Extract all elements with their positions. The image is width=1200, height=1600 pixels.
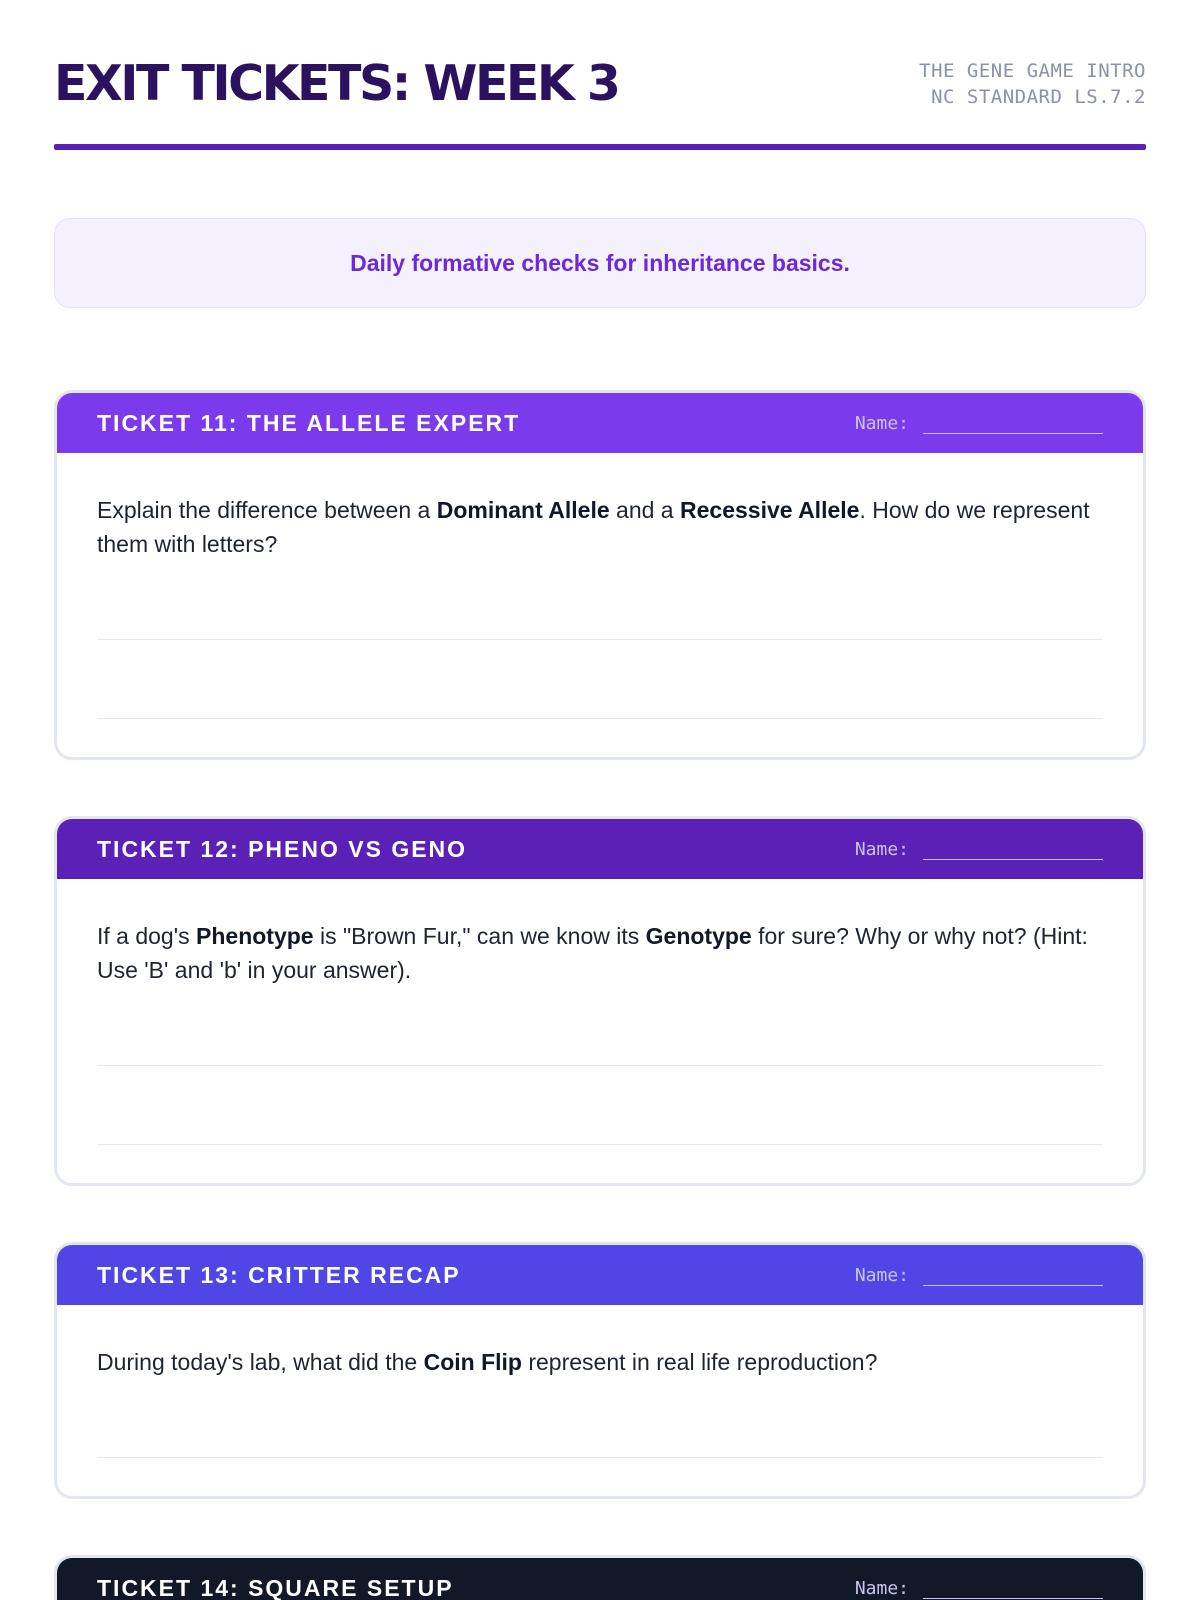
question-text: During today's lab, what did the xyxy=(97,1349,424,1375)
ticket-card xyxy=(54,816,1146,1186)
question-term: Dominant Allele xyxy=(436,497,610,523)
ticket-list xyxy=(54,390,1146,1600)
ticket-header xyxy=(57,1245,1143,1305)
meta-standard: NC STANDARD LS.7.2 xyxy=(931,86,1146,108)
ticket-body xyxy=(57,453,1143,757)
name-label: Name: xyxy=(854,1577,909,1599)
name-blank[interactable] xyxy=(923,416,1103,434)
question-text: represent in real life reproduction? xyxy=(521,1349,878,1375)
name-label: Name: xyxy=(854,838,909,860)
question-term: Recessive Allele xyxy=(680,497,860,523)
ticket-title: TICKET 11: THE ALLELE EXPERT xyxy=(97,409,521,436)
question-text: for sure? Why or why not? (Hint: Use 'B' and 'b' in your answer). xyxy=(97,923,1088,983)
meta-unit: THE GENE GAME INTRO xyxy=(919,60,1146,82)
name-field xyxy=(855,1265,1103,1286)
name-field xyxy=(855,413,1103,434)
ticket-question xyxy=(97,493,1103,561)
name-label: Name: xyxy=(854,412,909,434)
ticket-header xyxy=(57,819,1143,879)
page-header xyxy=(54,0,1146,144)
question-text: is "Brown Fur," can we know its xyxy=(313,923,646,949)
name-label: Name: xyxy=(854,1264,909,1286)
page-title: EXIT TICKETS: WEEK 3 xyxy=(54,55,619,112)
answer-line[interactable] xyxy=(97,1065,1103,1066)
question-text: . How do we represent them with letters? xyxy=(97,497,1090,557)
answer-line[interactable] xyxy=(97,1457,1103,1458)
ticket-body xyxy=(57,879,1143,1183)
ticket-title: TICKET 14: SQUARE SETUP xyxy=(97,1574,454,1600)
question-term: Phenotype xyxy=(196,923,314,949)
standard-meta xyxy=(919,56,1146,110)
name-field xyxy=(855,839,1103,860)
question-term: Coin Flip xyxy=(423,1349,522,1375)
banner-text: Daily formative checks for inheritance basics. xyxy=(350,249,850,276)
question-text: Explain the difference between a xyxy=(97,497,437,523)
name-blank[interactable] xyxy=(923,1581,1103,1599)
ticket-header xyxy=(57,1558,1143,1600)
ticket-card xyxy=(54,1242,1146,1499)
name-blank[interactable] xyxy=(923,1268,1103,1286)
ticket-question xyxy=(97,919,1103,987)
question-term: Genotype xyxy=(645,923,752,949)
ticket-title: TICKET 12: PHENO VS GENO xyxy=(97,835,468,862)
question-text: If a dog's xyxy=(97,923,197,949)
ticket-body xyxy=(57,1305,1143,1496)
ticket-title: TICKET 13: CRITTER RECAP xyxy=(97,1261,461,1288)
answer-line[interactable] xyxy=(97,718,1103,719)
answer-line[interactable] xyxy=(97,639,1103,640)
ticket-card xyxy=(54,1555,1146,1600)
name-blank[interactable] xyxy=(923,842,1103,860)
question-text: and a xyxy=(609,497,680,523)
name-field xyxy=(855,1578,1103,1599)
answer-line[interactable] xyxy=(97,1144,1103,1145)
intro-banner xyxy=(54,218,1146,308)
ticket-question xyxy=(97,1345,1103,1379)
ticket-header xyxy=(57,393,1143,453)
ticket-card xyxy=(54,390,1146,760)
header-divider xyxy=(54,144,1146,150)
